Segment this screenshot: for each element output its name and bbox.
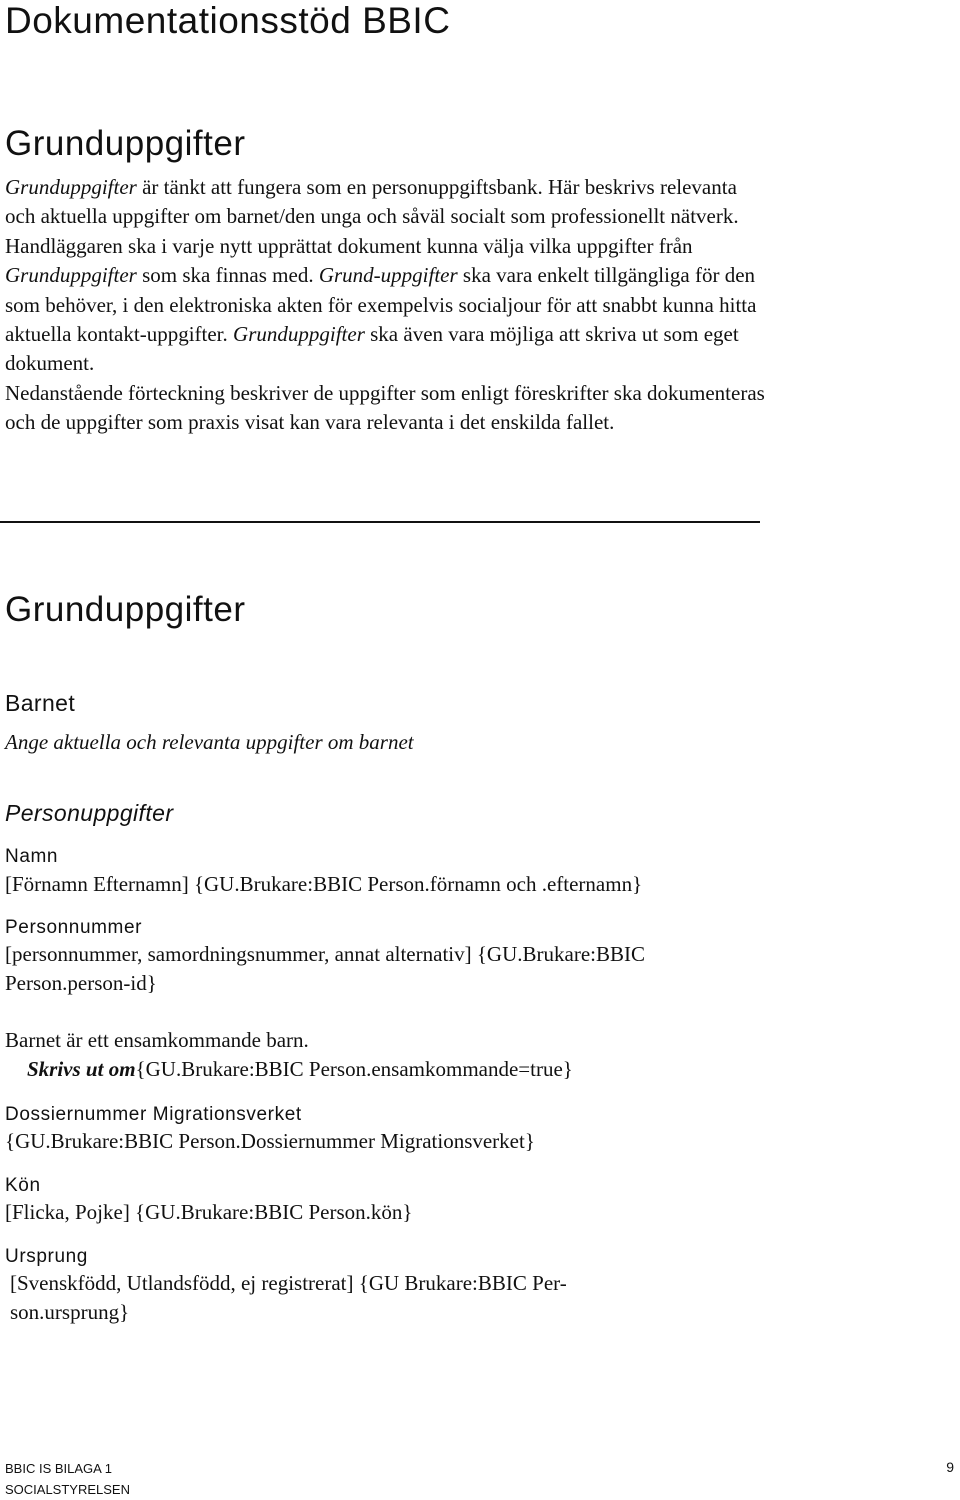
namn-label: Namn (5, 846, 59, 867)
footer-left (5, 1458, 130, 1500)
kon-label: Kön (5, 1175, 41, 1196)
footer-line-2: SOCIALSTYRELSEN (5, 1482, 130, 1497)
intro-emphasis: Grunduppgifter (233, 322, 365, 347)
intro-emphasis: Grunduppgifter (5, 175, 137, 199)
footer-line-1: BBIC IS BILAGA 1 (5, 1461, 112, 1476)
namn-value: [Förnamn Efternamn] {GU.Brukare:BBIC Person.förnamn och .efternamn} (5, 872, 643, 896)
print-condition-value: {GU.Brukare:BBIC Person.ensamkommande=true} (135, 1057, 573, 1081)
ensamkommande-text: Barnet är ett ensamkommande barn. (5, 1028, 309, 1052)
personnummer-label: Personnummer (5, 917, 143, 938)
intro-emphasis: Grunduppgifter (5, 263, 137, 288)
intro-run: som ska finnas med. (136, 263, 319, 288)
page-number: 9 (946, 1459, 954, 1475)
barnet-title: Barnet (5, 690, 76, 716)
intro-run: ska vara enkelt tillgängliga för den som behöver, i den elektroniska akten för exempelvis socialjour för att snabbt kunna hitta aktuella kontakt-uppgifter. (5, 263, 757, 347)
ensamkommande-print-rule (27, 1057, 573, 1082)
section-divider (0, 521, 760, 523)
dossier-value: {GU.Brukare:BBIC Person.Dossiernummer Migrationsverket} (5, 1129, 535, 1153)
intro-paragraph-2: Nedanstående förteckning beskriver de uppgifter som enligt föreskrifter ska dokumenteras och de uppgifter som praxis visat kan vara relevanta i det enskilda fallet. (5, 380, 765, 435)
intro-run: är tänkt att fungera som en personuppgiftsbank. Här beskrivs relevanta och aktuella uppgifter om barnet/den unga och såväl socialt som professionellt nätverk. Handläggaren ska i varje nytt upprättat dokument kunna välja vilka uppgifter från (5, 175, 739, 258)
document-title: Dokumentationsstöd BBIC (5, 0, 451, 41)
intro-run: ska även vara möjliga att skriva ut som eget dokument. (5, 322, 739, 376)
ursprung-label: Ursprung (5, 1246, 88, 1267)
form-heading: Grunduppgifter (5, 590, 246, 629)
intro-text (5, 173, 765, 438)
dossier-label: Dossiernummer Migrationsverket (5, 1104, 302, 1125)
ursprung-value: [Svenskfödd, Utlandsfödd, ej registrerat] {GU Brukare:BBIC Per-son.ursprung} (10, 1271, 567, 1324)
intro-emphasis: Grund-uppgifter (318, 263, 458, 288)
barnet-instruction: Ange aktuella och relevanta uppgifter om barnet (5, 730, 414, 754)
personuppgifter-title: Personuppgifter (5, 800, 174, 826)
print-condition-label: Skrivs ut om (27, 1057, 136, 1081)
intro-heading: Grunduppgifter (5, 124, 246, 163)
personnummer-value: [personnummer, samordningsnummer, annat alternativ] {GU.Brukare:BBIC Person.person-id} (5, 942, 645, 995)
intro-paragraph-1 (5, 173, 765, 379)
kon-value: [Flicka, Pojke] {GU.Brukare:BBIC Person.kön} (5, 1200, 413, 1224)
